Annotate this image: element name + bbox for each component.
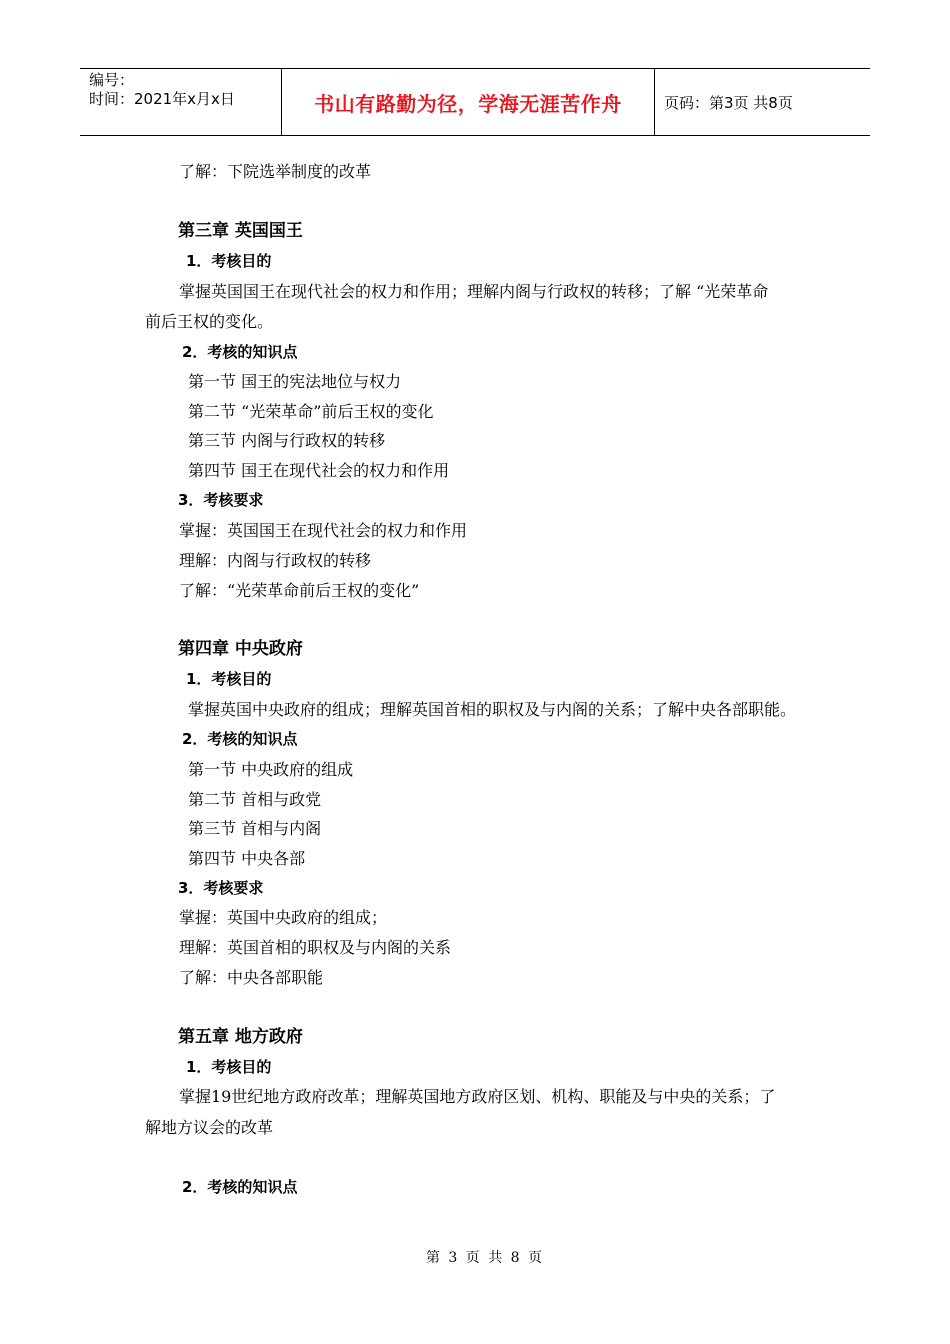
document-number-label: 编号： (89, 71, 135, 89)
section-heading: 2．考核的知识点 (182, 1178, 298, 1196)
requirement-line: 理解：内阁与行政权的转移 (179, 551, 372, 570)
paragraph-line: 掌握英国中央政府的组成；理解英国首相的职权及与内阁的关系；了解中央各部职能。 (188, 700, 797, 719)
knowledge-point: 第三节 内阁与行政权的转移 (188, 431, 386, 450)
knowledge-point: 第四节 国王在现代社会的权力和作用 (188, 461, 450, 480)
section-heading: 3．考核要求 (178, 879, 264, 897)
knowledge-point: 第一节 中央政府的组成 (188, 760, 354, 779)
chapter-3-title: 第三章 英国国王 (178, 221, 303, 241)
paragraph-line: 前后王权的变化。 (145, 312, 274, 331)
chapter-5-title: 第五章 地方政府 (178, 1027, 303, 1047)
section-heading: 2．考核的知识点 (182, 343, 298, 361)
section-heading: 3．考核要求 (178, 491, 264, 509)
section-heading: 1．考核目的 (186, 252, 272, 270)
requirement-line: 理解：英国首相的职权及与内阁的关系 (179, 938, 452, 957)
requirement-line: 了解：中央各部职能 (179, 968, 324, 987)
requirement-line: 掌握：英国中央政府的组成； (179, 908, 388, 927)
document-date-label: 时间：2021年x月x日 (89, 90, 235, 108)
paragraph-line: 掌握19世纪地方政府改革；理解英国地方政府区划、机构、职能及与中央的关系；了 (179, 1087, 776, 1106)
body-line: 了解：下院选举制度的改革 (179, 162, 372, 181)
section-heading: 1．考核目的 (186, 1058, 272, 1076)
knowledge-point: 第三节 首相与内阁 (188, 819, 322, 838)
chapter-4-title: 第四章 中央政府 (178, 639, 303, 659)
requirement-line: 了解：“光荣革命前后王权的变化” (179, 581, 420, 600)
knowledge-point: 第二节 首相与政党 (188, 790, 322, 809)
knowledge-point: 第四节 中央各部 (188, 849, 306, 868)
page-header (80, 68, 870, 136)
header-page-cell (655, 69, 870, 135)
section-heading: 1．考核目的 (186, 670, 272, 688)
header-page-code: 页码：第3页 共8页 (664, 93, 793, 112)
header-motto-cell (282, 69, 655, 135)
knowledge-point: 第一节 国王的宪法地位与权力 (188, 372, 402, 391)
requirement-line: 掌握：英国国王在现代社会的权力和作用 (179, 521, 468, 540)
paragraph-line: 掌握英国国王在现代社会的权力和作用；理解内阁与行政权的转移；了解 “光荣革命 (179, 282, 769, 301)
page-footer: 第 3 页 共 8 页 (425, 1250, 545, 1266)
header-meta-cell (80, 69, 282, 135)
header-motto: 书山有路勤为径，学海无涯苦作舟 (314, 91, 622, 116)
knowledge-point: 第二节 “光荣革命”前后王权的变化 (188, 402, 434, 421)
section-heading: 2．考核的知识点 (182, 730, 298, 748)
paragraph-line: 解地方议会的改革 (145, 1118, 274, 1137)
